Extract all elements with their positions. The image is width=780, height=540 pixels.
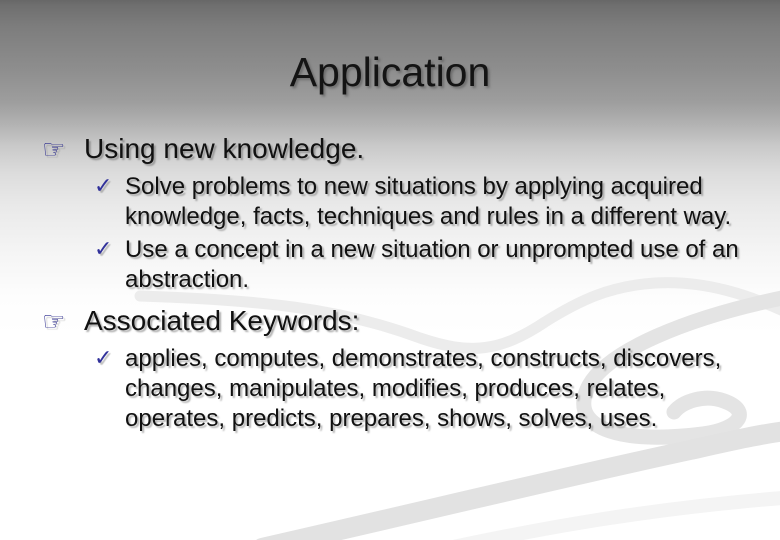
pointing-finger-icon: ☞ [42,307,66,337]
pointing-finger-icon: ☞ [42,135,66,165]
bullet-item [0,130,364,168]
sub-bullet-list [0,172,757,295]
bullet-item [0,302,359,340]
sub-bullet-item [0,172,757,232]
checkmark-icon: ✓ [94,237,113,262]
sub-bullet-text: Solve problems to new situations by applying acquired knowledge, facts, techniques and rules in a different way. [125,173,732,230]
checkmark-icon: ✓ [94,174,113,199]
slide-title: Application [289,49,491,95]
sub-bullet-item [0,344,757,434]
sub-bullet-text: applies, computes, demonstrates, constructs, discovers, changes, manipulates, modifies, produces, relates, operates, predicts, prepares, shows, solves, uses. [125,345,722,432]
bullet-text: Using new knowledge. [84,133,365,164]
bullet-text: Associated Keywords: [84,305,360,336]
sub-bullet-text: Use a concept in a new situation or unprompted use of an abstraction. [125,236,739,293]
sub-bullet-item [0,235,757,295]
checkmark-icon: ✓ [94,346,113,371]
sub-bullet-list [0,344,757,434]
swoosh-ribbon-bottom [262,430,780,540]
